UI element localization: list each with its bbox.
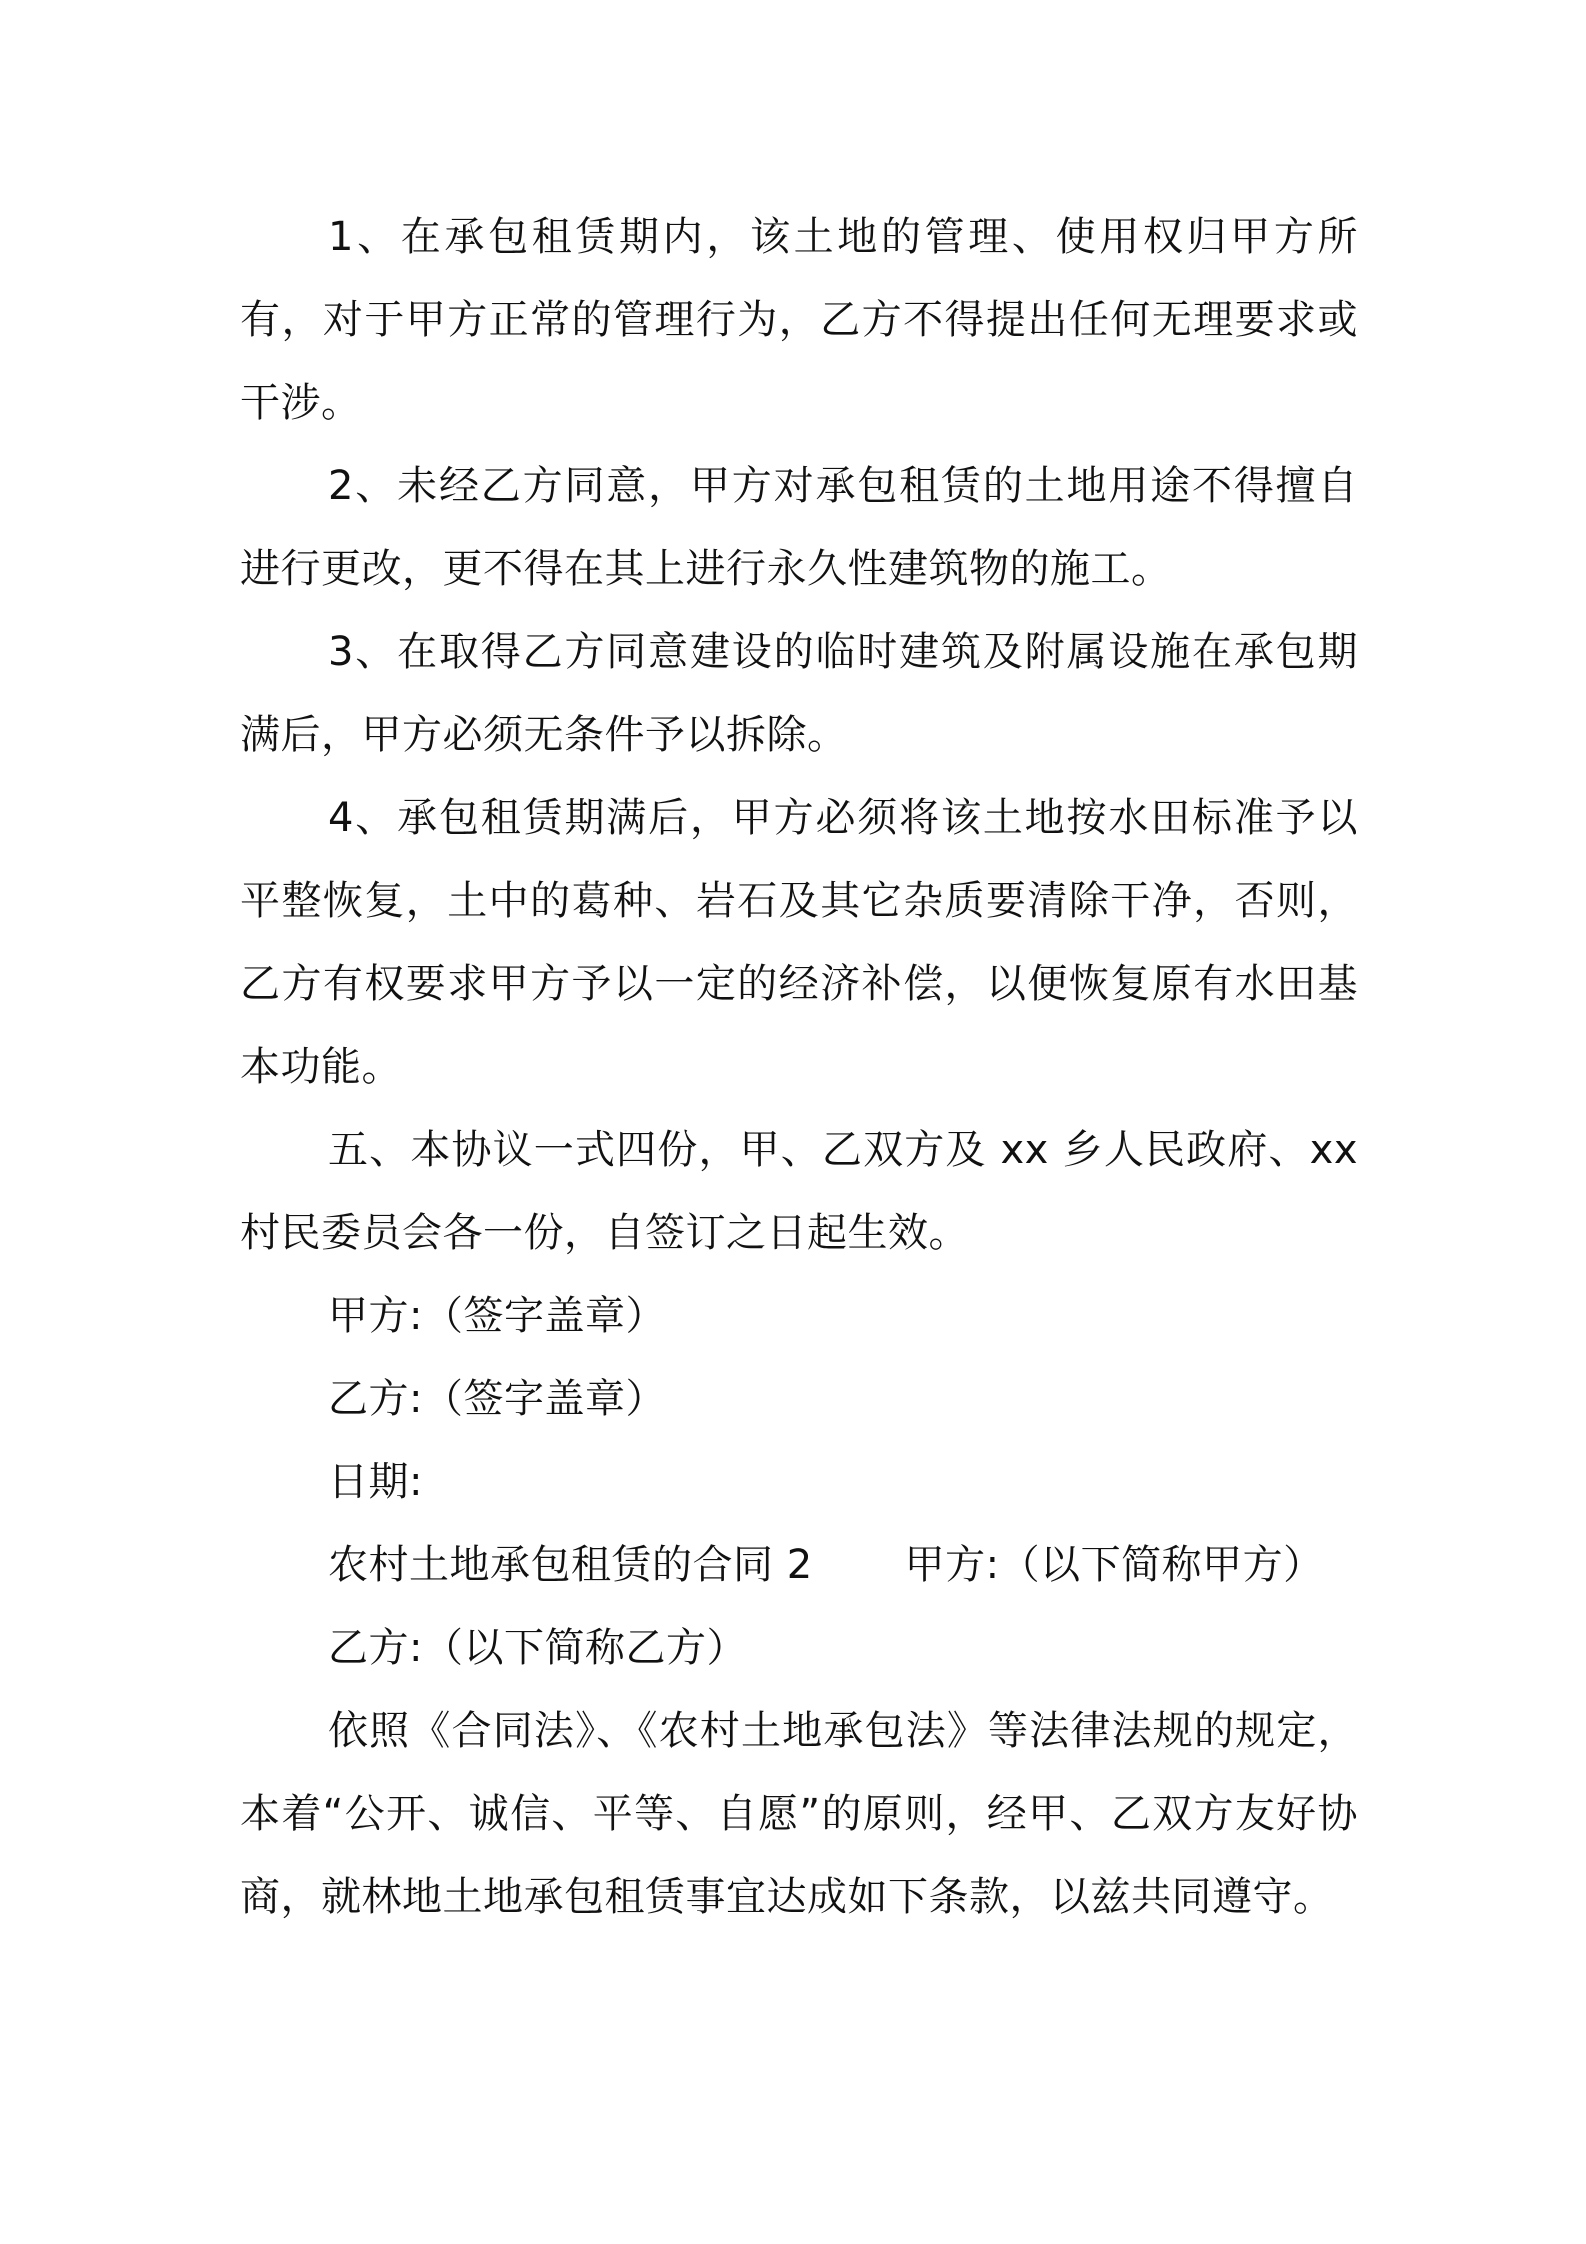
signature-party-a: 甲方:（签字盖章） [328,1293,666,1339]
contract2-title: 农村土地承包租赁的合同 2 [328,1542,813,1588]
signature-party-b: 乙方:（签字盖章） [328,1376,666,1422]
clause-1: 1、在承包租赁期内，该土地的管理、使用权归甲方所有，对于甲方正常的管理行为，乙方不得提出任何无理要求或干涉。 [240,214,1358,426]
clause-4: 4、承包租赁期满后，甲方必须将该土地按水田标准予以平整恢复，土中的葛种、岩石及其它杂质要清除干净，否则，乙方有权要求甲方予以一定的经济补偿，以便恢复原有水田基本功能。 [240,795,1358,1090]
contract2-party-a: 甲方:（以下简称甲方） [904,1542,1324,1588]
contract2-party-b: 乙方:（以下简称乙方） [328,1625,747,1671]
clause-2: 2、未经乙方同意，甲方对承包租赁的土地用途不得擅自进行更改，更不得在其上进行永久性建筑物的施工。 [240,463,1358,592]
document-body [240,196,1358,1939]
contract2-header-line [240,1524,1358,1607]
date-label: 日期: [328,1459,423,1505]
clause-five: 五、本协议一式四份，甲、乙双方及 xx 乡人民政府、xx 村民委员会各一份，自签订之日起生效。 [240,1127,1358,1256]
contract2-intro: 依照《合同法》、《农村土地承包法》等法律法规的规定，本着“公开、诚信、平等、自愿”的原则，经甲、乙双方友好协商，就林地土地承包租赁事宜达成如下条款，以兹共同遵守。 [240,1708,1358,1920]
clause-3: 3、在取得乙方同意建设的临时建筑及附属设施在承包期满后，甲方必须无条件予以拆除。 [240,629,1358,758]
